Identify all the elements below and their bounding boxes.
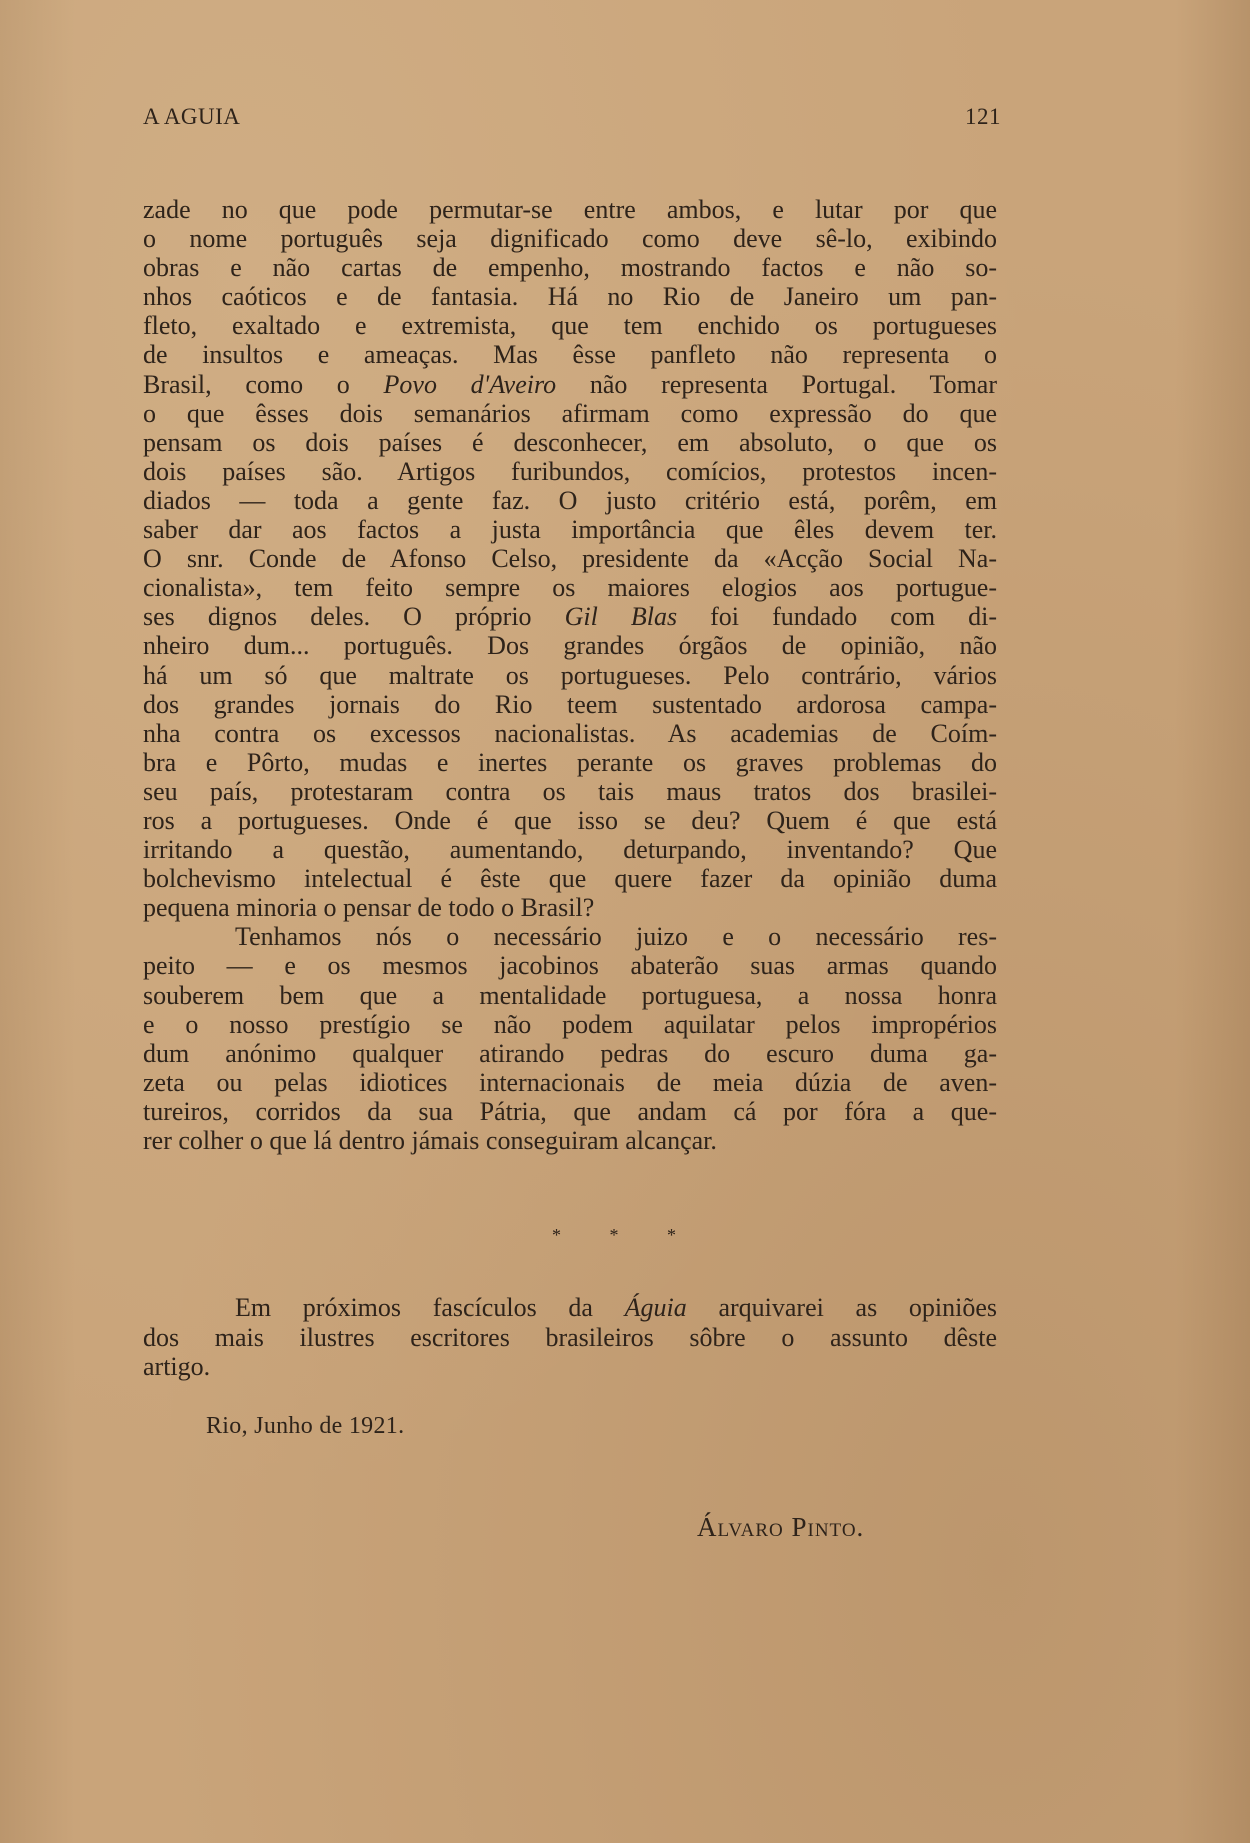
text-line: souberem bem que a mentalidade portuguesa, a nossa honra <box>143 980 997 1010</box>
text-run: Brasil, como o <box>143 369 384 399</box>
author-signature: Álvaro Pinto. <box>697 1512 865 1542</box>
text-line: há um só que maltrate os portugueses. Pelo contrário, vários <box>143 660 997 690</box>
text-line: irritando a questão, aumentando, deturpando, inventando? Que <box>143 835 997 865</box>
text-line: O snr. Conde de Afonso Celso, presidente da «Acção Social Na- <box>143 544 997 574</box>
text-line: artigo. <box>143 1352 211 1381</box>
text-line: seu país, protestaram contra os tais maus tratos dos brasilei- <box>143 776 997 806</box>
text-line: saber dar aos factos a justa importância que êles devem ter. <box>143 515 997 545</box>
italic-title-gil-blas: Gil Blas <box>564 602 678 632</box>
text-line <box>143 370 997 399</box>
article-body <box>143 195 997 1155</box>
text-line: dos mais ilustres escritores brasileiros sôbre o assunto dêste <box>143 1322 997 1352</box>
text-line: dois países são. Artigos furibundos, comícios, protestos incen- <box>143 456 997 486</box>
text-line: cionalista», tem feito sempre os maiores elogios aos portugue- <box>143 573 997 603</box>
text-line: obras e não cartas de empenho, mostrando factos e não so- <box>143 253 997 283</box>
text-run: não representa Portugal. Tomar <box>556 369 997 399</box>
text-line: e o nosso prestígio se não podem aquilatar pelos impropérios <box>143 1009 997 1039</box>
text-line <box>143 602 997 631</box>
text-line: peito — e os mesmos jacobinos abaterão suas armas quando <box>143 951 997 981</box>
section-separator-asterisks: * * * <box>552 1225 698 1245</box>
text-line: bolchevismo intelectual é êste que quere fazer da opinião duma <box>143 864 997 894</box>
text-line: rer colher o que lá dentro jámais conseguiram alcançar. <box>143 1126 717 1155</box>
journal-title: A AGUIA <box>143 104 241 129</box>
text-line: ros a portugueses. Onde é que isso se deu? Quem é que está <box>143 805 997 835</box>
text-line: zade no que pode permutar-se entre ambos, e lutar por que <box>143 195 997 224</box>
text-line <box>143 1293 997 1323</box>
dateline: Rio, Junho de 1921. <box>206 1413 405 1439</box>
text-line: o nome português seja dignificado como deve sê-lo, exibindo <box>143 224 997 254</box>
text-line: pequena minoria o pensar de todo o Brasil? <box>143 893 595 923</box>
closing-note <box>143 1293 997 1382</box>
text-line: bra e Pôrto, mudas e inertes perante os graves problemas do <box>143 747 997 777</box>
text-line: nheiro dum... português. Dos grandes órgãos de opinião, não <box>143 631 997 661</box>
page-number: 121 <box>965 104 1001 129</box>
text-line: pensam os dois países é desconhecer, em absoluto, o que os <box>143 427 997 457</box>
text-line: diados — toda a gente faz. O justo critério está, porêm, em <box>143 485 997 515</box>
text-line: dum anónimo qualquer atirando pedras do escuro duma ga- <box>143 1038 997 1068</box>
text-run: arquivarei as opiniões <box>686 1293 997 1322</box>
text-line: dos grandes jornais do Rio teem sustentado ardorosa campa- <box>143 689 997 719</box>
text-line: o que êsses dois semanários afirmam como expressão do que <box>143 398 997 428</box>
italic-title-povo-daveiro: Povo d'Aveiro <box>383 369 557 399</box>
italic-title-aguia: Águia <box>624 1293 687 1322</box>
text-line: de insultos e ameaças. Mas êsse panfleto não representa o <box>143 340 997 370</box>
text-line: zeta ou pelas idiotices internacionais de meia dúzia de aven- <box>143 1067 997 1097</box>
text-run: ses dignos deles. O próprio <box>143 602 565 632</box>
running-head <box>143 104 1001 140</box>
text-line: nha contra os excessos nacionalistas. As academias de Coím- <box>143 718 997 748</box>
text-line: nhos caóticos e de fantasia. Há no Rio de Janeiro um pan- <box>143 282 997 312</box>
paragraph-start-line: Tenhamos nós o necessário juizo e o necessário res- <box>235 922 997 952</box>
text-line: fleto, exaltado e extremista, que tem enchido os portugueses <box>143 311 997 341</box>
text-run: Em próximos fascículos da <box>235 1293 625 1322</box>
text-run: foi fundado com di- <box>677 602 998 632</box>
text-line: tureiros, corridos da sua Pátria, que andam cá por fóra a que- <box>143 1096 997 1126</box>
